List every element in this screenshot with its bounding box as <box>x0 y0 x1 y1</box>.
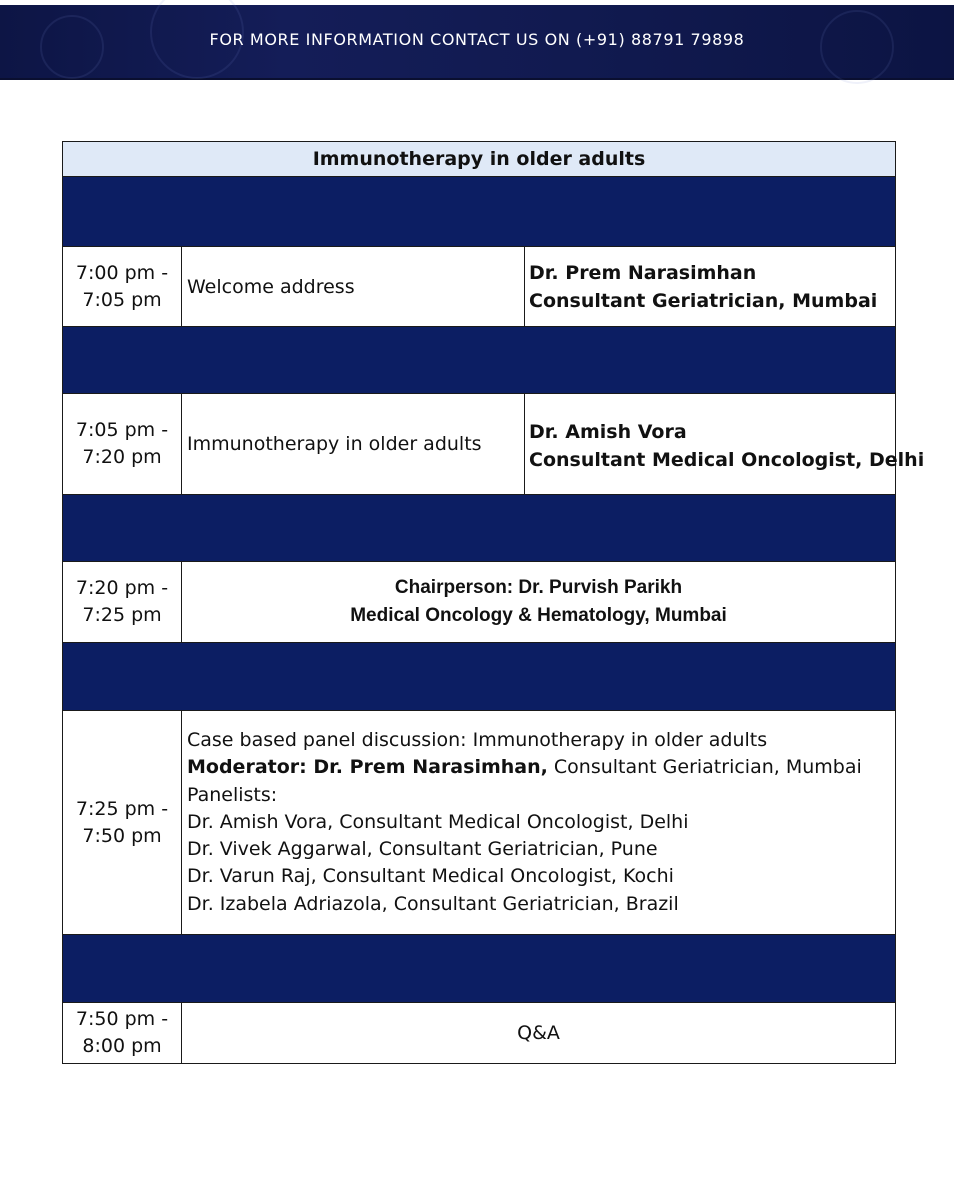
speaker-role: Consultant Geriatrician, Mumbai <box>529 289 878 312</box>
band-cell <box>63 643 896 711</box>
time-cell <box>63 562 182 643</box>
topic-cell: Welcome address <box>182 247 525 327</box>
table-row-panel <box>63 711 896 935</box>
time-start: 7:05 pm - <box>75 419 169 441</box>
time-end: 7:05 pm <box>82 288 162 311</box>
time-cell <box>63 394 182 495</box>
schedule-title: Immunotherapy in older adults <box>63 142 896 177</box>
banner-decoration <box>820 10 894 84</box>
separator-band <box>63 177 896 247</box>
schedule-table <box>62 141 925 1064</box>
table-row-welcome <box>63 247 896 327</box>
time-start: 7:25 pm - <box>75 797 169 820</box>
time-start: 7:50 pm - <box>75 1008 169 1030</box>
panel-topic: Case based panel discussion: Immunotherapy in older adults <box>187 729 768 752</box>
band-cell <box>63 495 896 562</box>
chairperson-role: Medical Oncology & Hematology, Mumbai <box>350 605 727 626</box>
qa-cell: Q&A <box>182 1003 896 1064</box>
band-cell <box>63 935 896 1003</box>
table-row-qa <box>63 1003 896 1064</box>
speaker-role: Consultant Medical Oncologist, Delhi <box>529 449 925 471</box>
separator-band <box>63 495 896 562</box>
panelist-item: Dr. Varun Raj, Consultant Medical Oncologist, Kochi <box>187 865 674 888</box>
moderator-role: Consultant Geriatrician, Mumbai <box>547 756 862 779</box>
moderator-name: Moderator: Dr. Prem Narasimhan, <box>187 756 548 779</box>
time-start: 7:00 pm - <box>75 261 169 284</box>
speaker-cell <box>525 247 896 327</box>
banner-decoration <box>40 15 104 79</box>
panelist-item: Dr. Vivek Aggarwal, Consultant Geriatrician, Pune <box>187 838 658 861</box>
speaker-name: Dr. Amish Vora <box>529 421 687 443</box>
time-cell <box>63 1003 182 1064</box>
contact-info-text: FOR MORE INFORMATION CONTACT US ON (+91) 88791 79898 <box>209 30 745 49</box>
time-end: 7:50 pm <box>82 824 162 847</box>
moderator-line <box>187 754 895 781</box>
speaker-name: Dr. Prem Narasimhan <box>529 261 757 284</box>
time-end: 7:20 pm <box>82 446 162 468</box>
top-banner <box>0 5 954 80</box>
panelists-label: Panelists: <box>187 783 278 806</box>
panel-discussion-cell <box>182 711 896 935</box>
band-cell <box>63 327 896 394</box>
chairperson-name: Chairperson: Dr. Purvish Parikh <box>394 577 683 598</box>
time-cell <box>63 711 182 935</box>
speaker-cell <box>525 394 925 495</box>
separator-band <box>63 327 896 394</box>
table-row-chair <box>63 562 896 643</box>
panelist-item: Dr. Amish Vora, Consultant Medical Oncologist, Delhi <box>187 810 689 833</box>
separator-band <box>63 935 896 1003</box>
chairperson-cell <box>182 562 896 643</box>
topic-cell: Immunotherapy in older adults <box>182 394 525 495</box>
title-row <box>63 142 896 177</box>
band-cell <box>63 177 896 247</box>
table-row-talk <box>63 394 896 495</box>
time-cell <box>63 247 182 327</box>
time-end: 8:00 pm <box>82 1035 162 1057</box>
time-end: 7:25 pm <box>82 604 162 626</box>
panelist-item: Dr. Izabela Adriazola, Consultant Geriatrician, Brazil <box>187 892 679 915</box>
time-start: 7:20 pm - <box>75 577 169 599</box>
separator-band <box>63 643 896 711</box>
